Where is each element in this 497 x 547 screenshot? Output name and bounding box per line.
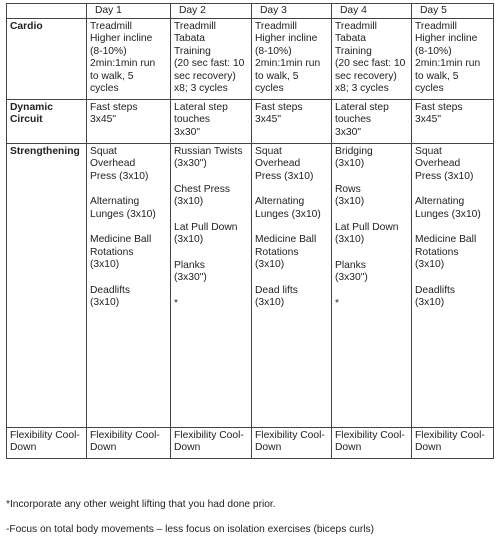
cell-line: Rotations <box>90 246 134 258</box>
label-line: Strengthening <box>10 145 80 157</box>
flexibility-cell-day1 <box>87 427 171 458</box>
exercise-block <box>90 196 167 221</box>
cell-line: Rotations <box>415 246 459 258</box>
exercise-block <box>415 196 490 221</box>
cell-line: Flexibility Cool- <box>90 429 160 441</box>
label-line: Dynamic <box>10 101 53 113</box>
cell-line: Down <box>335 442 362 454</box>
cell-line: Lat Pull Down <box>335 221 399 233</box>
dynamic-cell-day1 <box>87 99 171 143</box>
cell-line: 3x45" <box>255 114 281 126</box>
exercise-block <box>255 285 328 310</box>
cell-line: (3x10) <box>174 234 204 246</box>
cell-line: (3x30") <box>174 158 207 170</box>
cell-line: (8-10%) <box>255 45 292 57</box>
cell-line: (20 sec fast: 10 <box>174 58 245 70</box>
exercise-block <box>174 146 248 171</box>
exercise-block <box>415 146 490 184</box>
day-header: Day 1 <box>87 4 171 19</box>
cell-line: Overhead <box>415 158 461 170</box>
cell-line: Treadmill <box>174 20 216 32</box>
cell-line: Treadmill <box>90 20 132 32</box>
cell-line: Dead lifts <box>255 284 298 296</box>
cell-line: Alternating <box>255 196 305 208</box>
exercise-block <box>335 260 408 285</box>
cell-line: Lateral step <box>335 101 389 113</box>
dynamic-cell-day3 <box>252 99 332 143</box>
cell-line: Flexibility Cool- <box>174 429 244 441</box>
cell-line: to walk, 5 <box>255 70 299 82</box>
cell-line: sec recovery) <box>335 70 397 82</box>
row-label-flexibility <box>7 427 87 458</box>
asterisk-note-marker: * <box>174 297 179 309</box>
cell-line: (3x10) <box>335 158 365 170</box>
cell-line: Lateral step <box>174 101 228 113</box>
exercise-block <box>90 146 167 184</box>
cell-line: (3x10) <box>90 297 120 309</box>
exercise-block <box>174 298 248 311</box>
dynamic-cell-day2 <box>171 99 252 143</box>
label-line: Cardio <box>10 20 43 32</box>
cell-line: (3x10) <box>174 196 204 208</box>
cell-line: (3x10) <box>90 259 120 271</box>
cell-line: Higher incline <box>90 33 153 45</box>
dynamic-cell-day4 <box>332 99 412 143</box>
cell-line: Down <box>255 442 282 454</box>
cell-line: Lunges (3x10) <box>255 208 321 220</box>
cell-line: (8-10%) <box>415 45 452 57</box>
cardio-cell-day2 <box>171 18 252 99</box>
row-label-dynamic-circuit <box>7 99 87 143</box>
cell-line: touches <box>174 114 211 126</box>
flexibility-row <box>7 427 494 458</box>
cell-line: x8; 3 cycles <box>335 83 389 95</box>
corner-cell <box>7 4 87 19</box>
cell-line: Higher incline <box>255 33 318 45</box>
asterisk-note-marker: * <box>335 297 340 309</box>
exercise-block <box>174 222 248 247</box>
label-line: Down <box>10 442 37 454</box>
day-header: Day 2 <box>171 4 252 19</box>
exercise-block <box>255 196 328 221</box>
cell-line: Down <box>90 442 117 454</box>
exercise-block <box>335 184 408 209</box>
cell-line: 2min:1min run <box>255 58 321 70</box>
cell-line: Treadmill <box>255 20 297 32</box>
cell-line: Overhead <box>90 158 136 170</box>
cell-line: Alternating <box>90 196 140 208</box>
cell-line: Squat <box>255 145 282 157</box>
workout-plan-sheet <box>6 3 494 459</box>
exercise-block <box>90 234 167 272</box>
cell-line: Training <box>174 45 211 57</box>
cell-line: 2min:1min run <box>90 58 156 70</box>
flexibility-cell-day2 <box>171 427 252 458</box>
flexibility-cell-day4 <box>332 427 412 458</box>
cell-line: Down <box>415 442 442 454</box>
cell-line: (3x10) <box>415 297 445 309</box>
strength-cell-day3 <box>252 143 332 427</box>
label-line: Circuit <box>10 114 43 126</box>
cell-line: Fast steps <box>415 101 463 113</box>
cell-line: Fast steps <box>255 101 303 113</box>
exercise-block <box>174 260 248 285</box>
exercise-block <box>415 285 490 310</box>
cell-line: Medicine Ball <box>90 234 152 246</box>
cardio-cell-day4 <box>332 18 412 99</box>
cell-line: (3x10) <box>335 196 365 208</box>
cell-line: (3x10) <box>255 297 285 309</box>
cardio-cell-day3 <box>252 18 332 99</box>
cell-line: Lunges (3x10) <box>90 208 156 220</box>
cardio-row <box>7 18 494 99</box>
strength-cell-day5 <box>412 143 494 427</box>
cell-line: touches <box>335 114 372 126</box>
footnote-incorporate-weight-lifting: *Incorporate any other weight lifting that you had done prior. <box>6 499 276 510</box>
flexibility-cell-day5 <box>412 427 494 458</box>
exercise-block <box>335 298 408 311</box>
cell-line: Medicine Ball <box>255 234 317 246</box>
cell-line: Down <box>174 442 201 454</box>
cell-line: Alternating <box>415 196 465 208</box>
day-header: Day 4 <box>332 4 412 19</box>
cell-line: cycles <box>415 83 444 95</box>
cell-line: Planks <box>335 259 366 271</box>
cell-line: (3x10) <box>335 234 365 246</box>
exercise-block <box>174 184 248 209</box>
cell-line: 3x30" <box>335 126 361 138</box>
cell-line: Deadlifts <box>415 284 456 296</box>
exercise-block <box>255 146 328 184</box>
cell-line: Flexibility Cool- <box>415 429 485 441</box>
cell-line: Russian Twists <box>174 145 243 157</box>
dynamic-circuit-row <box>7 99 494 143</box>
cell-line: (8-10%) <box>90 45 127 57</box>
workout-table <box>6 3 494 459</box>
cell-line: 3x45" <box>415 114 441 126</box>
cell-line: (3x10) <box>255 259 285 271</box>
cell-line: Press (3x10) <box>415 170 474 182</box>
strength-cell-day1 <box>87 143 171 427</box>
cell-line: to walk, 5 <box>415 70 459 82</box>
cell-line: Higher incline <box>415 33 478 45</box>
cell-line: Lunges (3x10) <box>415 208 481 220</box>
cell-line: Tabata <box>335 33 366 45</box>
cardio-cell-day1 <box>87 18 171 99</box>
exercise-block <box>335 222 408 247</box>
cell-line: Squat <box>415 145 442 157</box>
cell-line: cycles <box>90 83 119 95</box>
cell-line: (20 sec fast: 10 <box>335 58 406 70</box>
cell-line: Treadmill <box>415 20 457 32</box>
cell-line: (3x30") <box>174 272 207 284</box>
cell-line: Flexibility Cool- <box>255 429 325 441</box>
exercise-block <box>255 234 328 272</box>
cell-line: 3x45" <box>90 114 116 126</box>
cell-line: 3x30" <box>174 126 200 138</box>
cell-line: cycles <box>255 83 284 95</box>
cell-line: 2min:1min run <box>415 58 481 70</box>
cell-line: Rotations <box>255 246 299 258</box>
label-line: Flexibility Cool- <box>10 429 80 441</box>
cell-line: sec recovery) <box>174 70 236 82</box>
strength-cell-day2 <box>171 143 252 427</box>
cell-line: Bridging <box>335 145 373 157</box>
cell-line: Rows <box>335 183 361 195</box>
cardio-cell-day5 <box>412 18 494 99</box>
cell-line: to walk, 5 <box>90 70 134 82</box>
row-label-strengthening <box>7 143 87 427</box>
cell-line: Medicine Ball <box>415 234 477 246</box>
strengthening-row <box>7 143 494 427</box>
header-row <box>7 4 494 19</box>
dynamic-cell-day5 <box>412 99 494 143</box>
cell-line: Overhead <box>255 158 301 170</box>
cell-line: Planks <box>174 259 205 271</box>
row-label-cardio <box>7 18 87 99</box>
cell-line: Lat Pull Down <box>174 221 238 233</box>
exercise-block <box>335 146 408 171</box>
cell-line: Tabata <box>174 33 205 45</box>
cell-line: x8; 3 cycles <box>174 83 228 95</box>
flexibility-cell-day3 <box>252 427 332 458</box>
cell-line: Flexibility Cool- <box>335 429 405 441</box>
day-header: Day 3 <box>252 4 332 19</box>
cell-line: Chest Press <box>174 183 231 195</box>
exercise-block <box>90 285 167 310</box>
cell-line: Training <box>335 45 372 57</box>
cell-line: Press (3x10) <box>255 170 314 182</box>
cell-line: Fast steps <box>90 101 138 113</box>
cell-line: Press (3x10) <box>90 170 149 182</box>
cell-line: Treadmill <box>335 20 377 32</box>
cell-line: Squat <box>90 145 117 157</box>
cell-line: Deadlifts <box>90 284 131 296</box>
strength-cell-day4 <box>332 143 412 427</box>
day-header: Day 5 <box>412 4 494 19</box>
footnote-total-body-focus: -Focus on total body movements – less focus on isolation exercises (biceps curls) <box>6 524 375 535</box>
cell-line: (3x10) <box>415 259 445 271</box>
exercise-block <box>415 234 490 272</box>
cell-line: (3x30") <box>335 272 368 284</box>
